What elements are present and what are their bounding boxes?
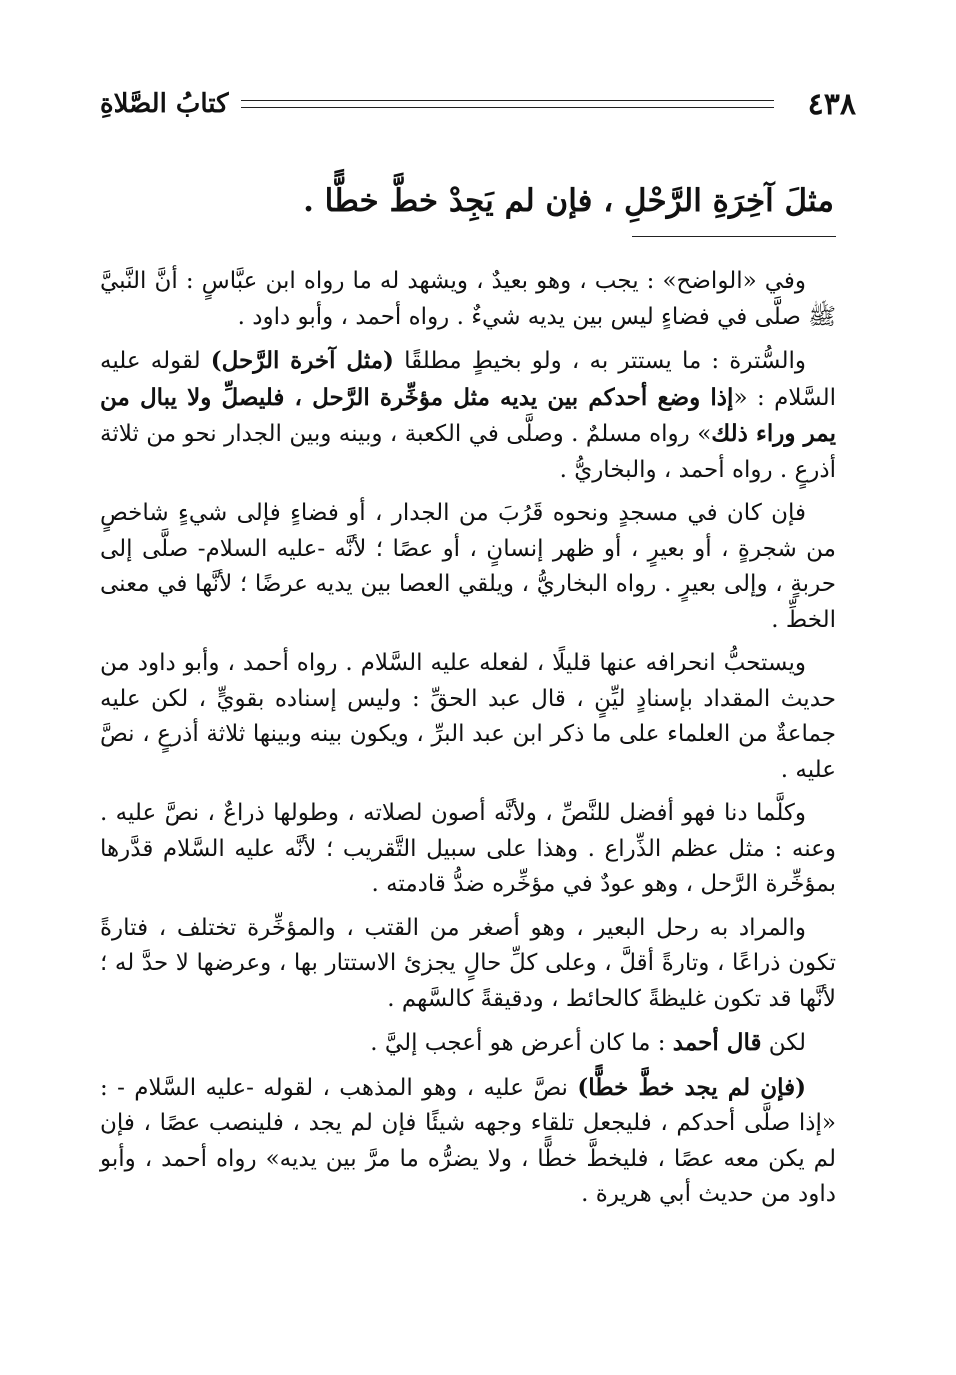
bold-segment: (مثل آخرة الرَّحل) xyxy=(210,347,394,374)
text-segment: وفي «الواضح» : يجب ، وهو بعيدٌ ، ويشهد له ما رواه ابن عبَّاسٍ : أنَّ النَّبيَّ ﷺ صلَّى في فضاءٍ ليس بين يديه شيءٌ . رواه أحمد ، وأبو داود . xyxy=(100,268,836,330)
commentary-text xyxy=(100,264,836,1221)
text-segment: : ما كان أعرض هو أعجب إليَّ . xyxy=(370,1030,673,1056)
header-rule xyxy=(241,100,774,108)
text-segment: لقوله عليه السَّلام : « xyxy=(100,348,836,411)
text-segment: ويستحبُّ انحرافه عنها قليلًا ، لفعله عليه السَّلام . رواه أحمد ، وأبو داود من حديث المقداد بإسنادٍ ليِّنٍ ، قال عبد الحقِّ : وليس إسناده بقويٍّ ، لكن عليه جماعةٌ من العلماء على ما ذكر ابن عبد البرِّ ، ويكون بينه وبينها ثلاثة أذرعٍ ، نصَّ عليه . xyxy=(100,650,836,783)
text-segment: » رواه مسلمٌ . وصلَّى في الكعبة ، وبينه وبين الجدار نحو من ثلاثة أذرعٍ . رواه أحمد ، والبخاريُّ . xyxy=(100,421,836,483)
text-segment: لكن xyxy=(761,1030,806,1056)
text-segment: فإن كان في مسجدٍ ونحوه قَرُبَ من الجدار ، أو فضاءٍ فإلى شيءٍ شاخصٍ من شجرةٍ ، أو بعيرٍ ، أو ظهر إنسانٍ ، أو عصًا ؛ لأنَّه -عليه السلام- صلَّى إلى حربةٍ ، وإلى بعيرٍ . رواه البخاريُّ ، ويلقي العصا بين يديه عرضًا ؛ لأنَّها في معنى الخطِّ . xyxy=(100,500,837,633)
paragraph xyxy=(100,1025,836,1062)
paragraph xyxy=(100,496,836,638)
text-segment: والسُّترة : ما يستتر به ، ولو بخيطٍ مطلقًا xyxy=(393,348,807,374)
paragraph xyxy=(100,646,836,788)
bold-segment: قال أحمد xyxy=(672,1029,762,1056)
text-segment: وكلَّما دنا فهو أفضل للنَّصِّ ، ولأنَّه أصون لصلاته ، وطولها ذراعٌ ، نصَّ عليه . وعنه : مثل عظم الذِّراع . وهذا على سبيل التَّقريب ؛ لأنَّه عليه السَّلام قدَّرها بمؤخِّرة الرَّحل ، وهو عودٌ في مؤخِّره ضدُّ قادمته . xyxy=(100,800,836,897)
bold-segment: إذا وضع أحدكم بين يديه مثل مؤخِّرة الرَّحل ، فليصلِّ ولا يبال من يمر وراء ذلك xyxy=(100,383,836,447)
running-title: كتابُ الصَّلاةِ xyxy=(100,89,229,119)
matn-text: مثلَ آخِرَةِ الرَّحْلِ ، فإن لم يَجِدْ خطَّ خطًّا . xyxy=(303,183,834,219)
paragraph xyxy=(100,343,836,488)
bold-segment: (فإن لم يجد خطَّ خطًّا) xyxy=(577,1073,806,1101)
paragraph xyxy=(100,911,836,1018)
paragraph xyxy=(100,264,836,335)
paragraph xyxy=(100,1070,836,1213)
text-segment: نصَّ عليه ، وهو المذهب ، لقوله -عليه السَّلام - : «إذا صلَّى أحدكم ، فليجعل تلقاء وجهه شيئًا فإن لم يجد ، فلينصب عصًا ، فإن لم يكن معه عصًا ، فليخطَّ خطًّا ، ولا يضرُّه ما مرَّ بين يديه» رواه أحمد ، وأبو داود من حديث أبي هريرة . xyxy=(100,1074,836,1207)
page-header xyxy=(100,82,856,126)
page-number: ٤٣٨ xyxy=(807,86,856,122)
text-segment: والمراد به رحل البعير ، وهو أصغر من القتب ، والمؤخِّرة تختلف ، فتارةً تكون ذراعًا ، وتارةً أقلَّ ، وعلى كلِّ حالٍ يجزئ الاستتار بها ، وعرضها لا حدَّ له ؛ لأنَّها قد تكون غليظةً كالحائط ، ودقيقةً كالسَّهم . xyxy=(100,914,836,1012)
matn-underline xyxy=(632,236,836,237)
paragraph xyxy=(100,796,836,903)
